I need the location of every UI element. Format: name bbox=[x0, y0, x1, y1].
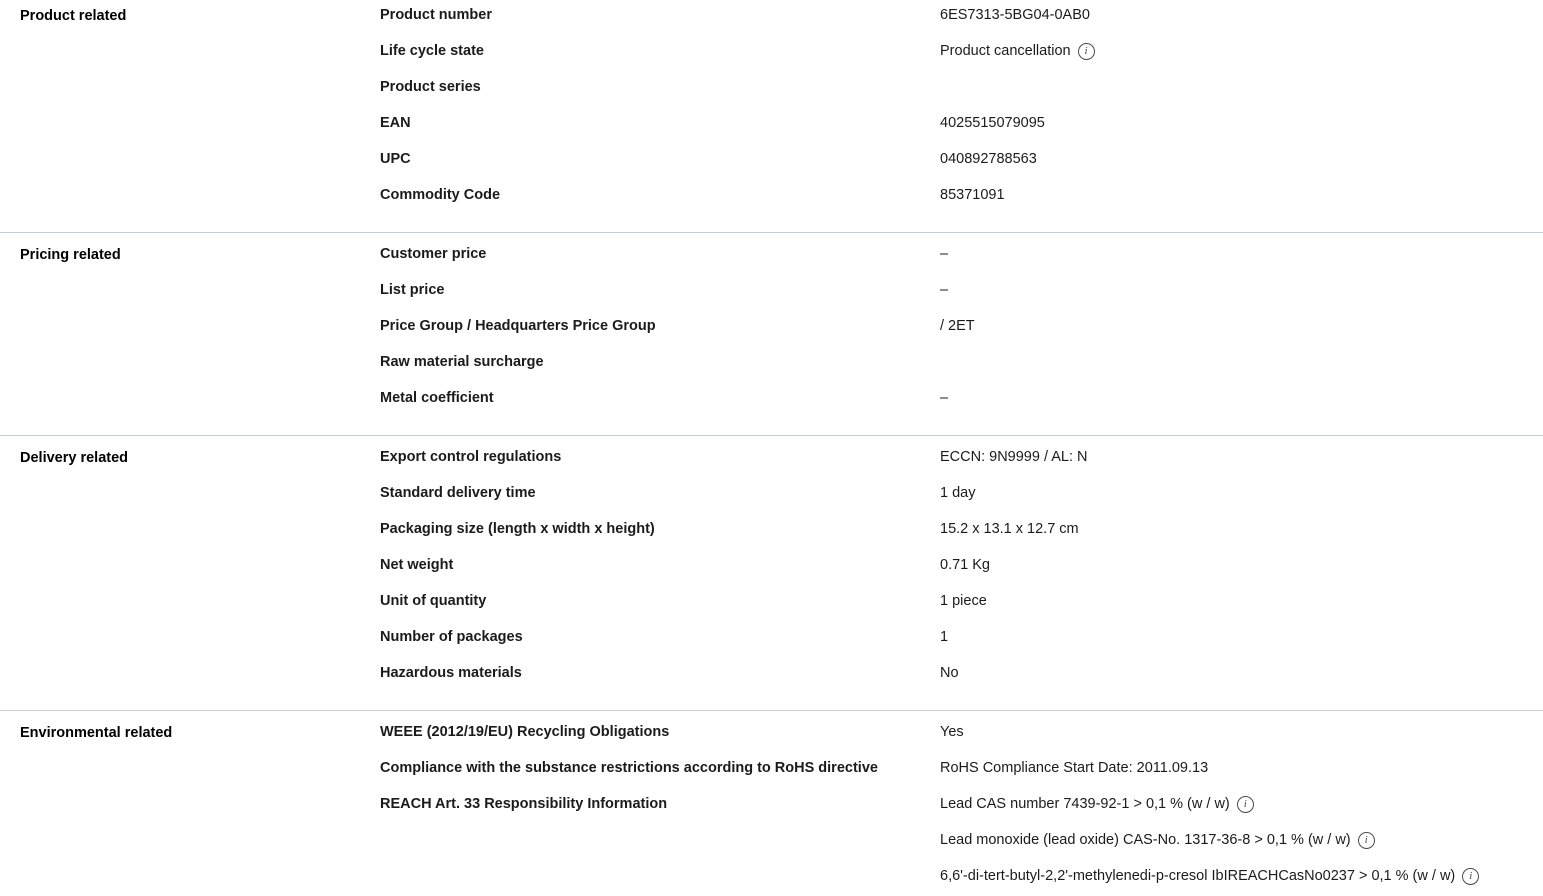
value-line bbox=[940, 245, 1543, 264]
section-title: Product related bbox=[20, 8, 127, 24]
value-line bbox=[940, 556, 1543, 575]
row-value bbox=[940, 759, 1543, 778]
row-value bbox=[940, 6, 1543, 25]
value-text: 1 day bbox=[940, 485, 976, 501]
value-text: – bbox=[940, 246, 949, 262]
row-value bbox=[940, 114, 1543, 133]
value-line bbox=[940, 831, 1543, 850]
row-value bbox=[940, 795, 1543, 886]
value-text: / 2ET bbox=[940, 318, 975, 334]
section-title: Environmental related bbox=[20, 725, 173, 741]
value-line bbox=[940, 795, 1543, 814]
value-text: – bbox=[940, 282, 949, 298]
value-text: 040892788563 bbox=[940, 151, 1037, 167]
value-text: 85371091 bbox=[940, 187, 1005, 203]
info-icon[interactable]: i bbox=[1237, 796, 1254, 813]
row-label: Metal coefficient bbox=[380, 390, 494, 406]
row-value bbox=[940, 520, 1543, 539]
value-line bbox=[940, 759, 1543, 778]
section-product-related bbox=[0, 0, 1543, 233]
value-line bbox=[940, 484, 1543, 503]
row-value bbox=[940, 150, 1543, 169]
table-row bbox=[380, 759, 1543, 795]
value-line bbox=[940, 723, 1543, 742]
value-text: 4025515079095 bbox=[940, 115, 1045, 131]
row-label: Unit of quantity bbox=[380, 593, 487, 609]
value-line bbox=[940, 114, 1543, 133]
row-label: Compliance with the substance restrictions according to RoHS directive bbox=[380, 760, 878, 776]
value-text: 6ES7313-5BG04-0AB0 bbox=[940, 7, 1090, 23]
table-row bbox=[380, 628, 1543, 664]
row-value bbox=[940, 628, 1543, 647]
section-rows bbox=[380, 245, 1543, 425]
value-line bbox=[940, 186, 1543, 205]
section-rows bbox=[380, 6, 1543, 222]
row-label: Customer price bbox=[380, 246, 487, 262]
row-label: Commodity Code bbox=[380, 187, 501, 203]
section-delivery-related bbox=[0, 436, 1543, 711]
value-text: 0.71 Kg bbox=[940, 557, 990, 573]
table-row bbox=[380, 556, 1543, 592]
value-text: Product cancellation bbox=[940, 43, 1071, 59]
row-label: Export control regulations bbox=[380, 449, 562, 465]
table-row bbox=[380, 281, 1543, 317]
value-line bbox=[940, 664, 1543, 683]
table-row bbox=[380, 245, 1543, 281]
row-label: List price bbox=[380, 282, 445, 298]
section-title: Delivery related bbox=[20, 450, 129, 466]
value-line bbox=[940, 42, 1543, 61]
row-label: Raw material surcharge bbox=[380, 354, 544, 370]
value-line bbox=[940, 520, 1543, 539]
table-row bbox=[380, 6, 1543, 42]
value-text: Lead CAS number 7439-92-1 > 0,1 % (w / w) bbox=[940, 796, 1230, 812]
row-label: EAN bbox=[380, 115, 411, 131]
section-pricing-related bbox=[0, 233, 1543, 436]
table-row bbox=[380, 664, 1543, 700]
info-icon[interactable]: i bbox=[1358, 832, 1375, 849]
value-line bbox=[940, 448, 1543, 467]
value-line bbox=[940, 628, 1543, 647]
value-text: RoHS Compliance Start Date: 2011.09.13 bbox=[940, 760, 1209, 776]
row-value bbox=[940, 42, 1543, 61]
row-label: Net weight bbox=[380, 557, 454, 573]
value-text: No bbox=[940, 665, 959, 681]
table-row bbox=[380, 78, 1543, 114]
table-row bbox=[380, 723, 1543, 759]
row-value bbox=[940, 281, 1543, 300]
info-icon[interactable]: i bbox=[1078, 43, 1095, 60]
value-text: 1 piece bbox=[940, 593, 987, 609]
value-line bbox=[940, 281, 1543, 300]
table-row bbox=[380, 389, 1543, 425]
row-value bbox=[940, 186, 1543, 205]
value-text: 6,6'-di-tert-butyl-2,2'-methylenedi-p-cresol IbIREACHCasNo0237 > 0,1 % (w / w) bbox=[940, 868, 1456, 884]
row-value bbox=[940, 389, 1543, 408]
row-value bbox=[940, 556, 1543, 575]
table-row bbox=[380, 114, 1543, 150]
value-text: – bbox=[940, 390, 949, 406]
row-label: Price Group / Headquarters Price Group bbox=[380, 318, 656, 334]
section-title: Pricing related bbox=[20, 247, 121, 263]
row-value bbox=[940, 317, 1543, 336]
row-label: Hazardous materials bbox=[380, 665, 522, 681]
table-row bbox=[380, 186, 1543, 222]
value-line bbox=[940, 150, 1543, 169]
value-line bbox=[940, 6, 1543, 25]
value-text: Lead monoxide (lead oxide) CAS-No. 1317-36-8 > 0,1 % (w / w) bbox=[940, 832, 1351, 848]
value-text: 15.2 x 13.1 x 12.7 cm bbox=[940, 521, 1079, 537]
section-rows bbox=[380, 723, 1543, 886]
section-rows bbox=[380, 448, 1543, 700]
value-text: Yes bbox=[940, 724, 964, 740]
table-row bbox=[380, 150, 1543, 186]
table-row bbox=[380, 592, 1543, 628]
table-row bbox=[380, 484, 1543, 520]
row-value bbox=[940, 448, 1543, 467]
row-label: UPC bbox=[380, 151, 411, 167]
row-label: Standard delivery time bbox=[380, 485, 536, 501]
table-row bbox=[380, 795, 1543, 886]
value-line bbox=[940, 867, 1543, 886]
section-environmental-related bbox=[0, 711, 1543, 896]
row-label: Number of packages bbox=[380, 629, 523, 645]
row-label: REACH Art. 33 Responsibility Information bbox=[380, 796, 668, 812]
value-line bbox=[940, 389, 1543, 408]
table-row bbox=[380, 448, 1543, 484]
row-label: Packaging size (length x width x height) bbox=[380, 521, 655, 537]
table-row bbox=[380, 42, 1543, 78]
table-row bbox=[380, 317, 1543, 353]
value-text: ECCN: 9N9999 / AL: N bbox=[940, 449, 1088, 465]
row-value bbox=[940, 245, 1543, 264]
value-line bbox=[940, 317, 1543, 336]
row-label: WEEE (2012/19/EU) Recycling Obligations bbox=[380, 724, 670, 740]
row-label: Product series bbox=[380, 79, 481, 95]
row-label: Life cycle state bbox=[380, 43, 484, 59]
row-value bbox=[940, 592, 1543, 611]
table-row bbox=[380, 520, 1543, 556]
info-icon[interactable]: i bbox=[1462, 868, 1479, 885]
row-label: Product number bbox=[380, 7, 492, 23]
value-line bbox=[940, 592, 1543, 611]
row-value bbox=[940, 664, 1543, 683]
row-value bbox=[940, 723, 1543, 742]
row-value bbox=[940, 484, 1543, 503]
table-row bbox=[380, 353, 1543, 389]
value-text: 1 bbox=[940, 629, 949, 645]
